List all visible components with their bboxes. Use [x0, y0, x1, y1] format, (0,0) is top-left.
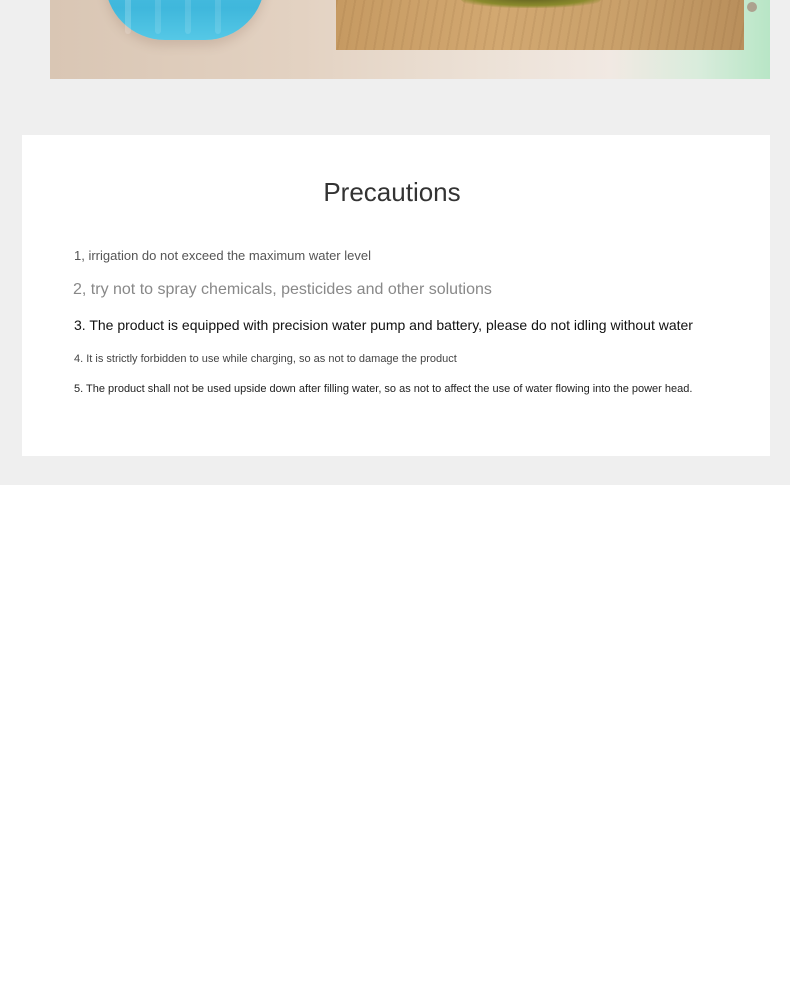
blue-container-image [105, 0, 265, 40]
wooden-surface-image [336, 0, 744, 50]
precaution-item-4: 4. It is strictly forbidden to use while charging, so as not to damage the product [74, 353, 457, 365]
precaution-item-3: 3. The product is equipped with precision water pump and battery, please do not idling without water [74, 317, 693, 333]
photo-detail [747, 2, 757, 12]
precaution-item-2: 2, try not to spray chemicals, pesticides and other solutions [73, 281, 492, 298]
product-photo [50, 0, 770, 79]
precautions-title: Precautions [323, 177, 461, 207]
precaution-item-1: 1, irrigation do not exceed the maximum water level [74, 248, 371, 263]
precaution-item-5: 5. The product shall not be used upside down after filling water, so as not to affect the use of water flowing into the power head. [74, 383, 693, 395]
precautions-card [22, 135, 770, 456]
